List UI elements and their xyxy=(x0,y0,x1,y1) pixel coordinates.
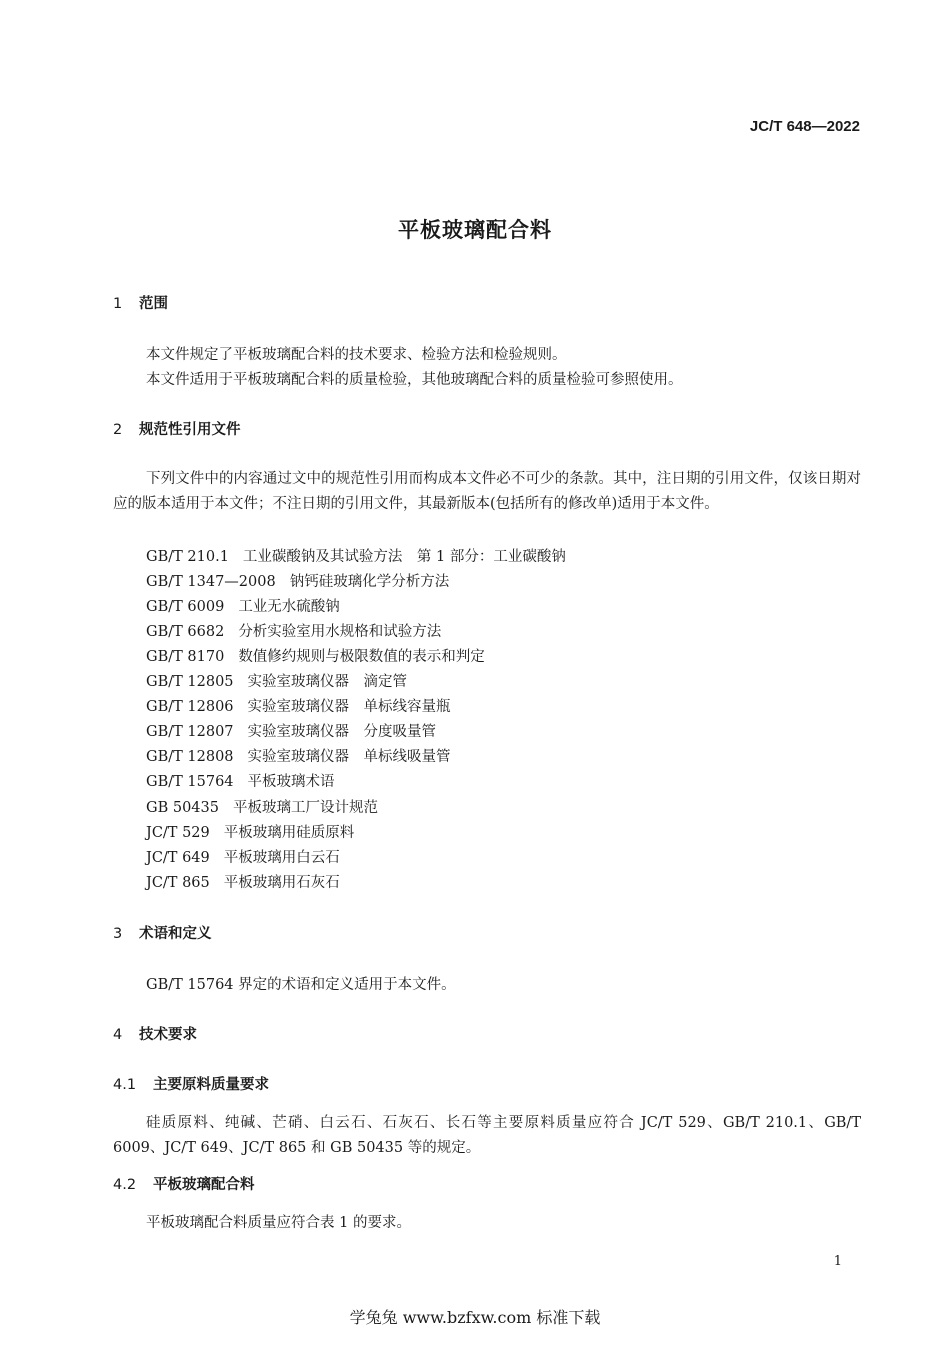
reference-code: GB/T 6682 xyxy=(146,624,225,640)
reference-code: GB/T 12805 xyxy=(146,674,234,690)
reference-name: 实验室玻璃仪器 单标线容量瓶 xyxy=(247,699,451,715)
reference-item xyxy=(146,846,340,867)
reference-item xyxy=(146,770,335,791)
reference-name: 平板玻璃用硅质原料 xyxy=(223,825,355,841)
reference-item xyxy=(146,570,449,591)
paragraph: 本文件规定了平板玻璃配合料的技术要求、检验方法和检验规则。 xyxy=(146,347,567,363)
reference-code: GB 50435 xyxy=(146,800,219,816)
paragraph: 本文件适用于平板玻璃配合料的质量检验，其他玻璃配合料的质量检验可参照使用。 xyxy=(146,372,683,388)
reference-code: JC/T 865 xyxy=(146,875,210,891)
paragraph: 硅质原料、纯碱、芒硝、白云石、石灰石、长石等主要原料质量应符合 JC/T 529、GB/T 210.1、GB/T 6009、JC/T 649、JC/T 865 和 GB 50435 等的规定。 xyxy=(113,1115,861,1156)
paragraph: 平板玻璃配合料质量应符合表 1 的要求。 xyxy=(146,1215,411,1231)
section-title: 技术要求 xyxy=(139,1027,197,1043)
section-title: 规范性引用文件 xyxy=(139,422,241,438)
reference-item xyxy=(146,645,485,666)
reference-name: 数值修约规则与极限数值的表示和判定 xyxy=(238,649,485,665)
reference-code: GB/T 15764 xyxy=(146,774,234,790)
section-title: 范围 xyxy=(139,296,168,312)
section-number: 4 xyxy=(113,1027,123,1043)
reference-code: GB/T 8170 xyxy=(146,649,225,665)
reference-item xyxy=(146,595,340,616)
footer-watermark: 学兔兔 www.bzfxw.com 标准下载 xyxy=(349,1308,601,1327)
reference-item xyxy=(146,821,354,842)
subsection-4-1-heading xyxy=(113,1073,269,1094)
section-number: 3 xyxy=(113,926,123,942)
reference-code: GB/T 12807 xyxy=(146,724,234,740)
reference-name: 平板玻璃工厂设计规范 xyxy=(232,800,378,816)
paragraph: 下列文件中的内容通过文中的规范性引用而构成本文件必不可少的条款。其中，注日期的引用文件，仅该日期对应的版本适用于本文件；不注日期的引用文件，其最新版本(包括所有的修改单)适用于本文件。 xyxy=(113,471,861,512)
reference-name: 工业碳酸钠及其试验方法 第 1 部分：工业碳酸钠 xyxy=(242,549,566,565)
reference-item xyxy=(146,720,436,741)
reference-code: GB/T 12806 xyxy=(146,699,234,715)
reference-name: 实验室玻璃仪器 分度吸量管 xyxy=(247,724,437,740)
standard-code: JC/T 648—2022 xyxy=(749,118,860,135)
section-number: 4.1 xyxy=(113,1077,137,1093)
section-2-heading xyxy=(113,418,241,439)
reference-name: 钠钙硅玻璃化学分析方法 xyxy=(289,574,450,590)
reference-name: 平板玻璃术语 xyxy=(247,774,335,790)
section-number: 2 xyxy=(113,422,123,438)
subsection-4-2-heading xyxy=(113,1173,255,1194)
reference-code: GB/T 210.1 xyxy=(146,549,229,565)
reference-code: GB/T 12808 xyxy=(146,749,234,765)
reference-name: 分析实验室用水规格和试验方法 xyxy=(238,624,442,640)
reference-code: JC/T 649 xyxy=(146,850,210,866)
paragraph: GB/T 15764 界定的术语和定义适用于本文件。 xyxy=(146,977,456,993)
document-title: 平板玻璃配合料 xyxy=(398,218,552,242)
reference-item xyxy=(146,745,451,766)
section-1-heading xyxy=(113,292,168,313)
section-number: 1 xyxy=(113,296,123,312)
section-4-heading xyxy=(113,1023,197,1044)
reference-name: 平板玻璃用白云石 xyxy=(223,850,340,866)
section-3-heading xyxy=(113,922,212,943)
reference-code: GB/T 1347—2008 xyxy=(146,574,276,590)
section-title: 平板玻璃配合料 xyxy=(153,1177,255,1193)
reference-item xyxy=(146,871,340,892)
reference-name: 实验室玻璃仪器 单标线吸量管 xyxy=(247,749,451,765)
page-number: 1 xyxy=(833,1254,842,1269)
reference-item xyxy=(146,620,441,641)
section-number: 4.2 xyxy=(113,1177,137,1193)
reference-item xyxy=(146,695,451,716)
reference-name: 实验室玻璃仪器 滴定管 xyxy=(247,674,408,690)
reference-name: 工业无水硫酸钠 xyxy=(238,599,340,615)
reference-item xyxy=(146,670,407,691)
reference-item xyxy=(146,796,378,817)
reference-item xyxy=(146,545,566,566)
section-title: 主要原料质量要求 xyxy=(153,1077,269,1093)
reference-name: 平板玻璃用石灰石 xyxy=(223,875,340,891)
section-title: 术语和定义 xyxy=(139,926,212,942)
reference-code: GB/T 6009 xyxy=(146,599,225,615)
reference-code: JC/T 529 xyxy=(146,825,210,841)
